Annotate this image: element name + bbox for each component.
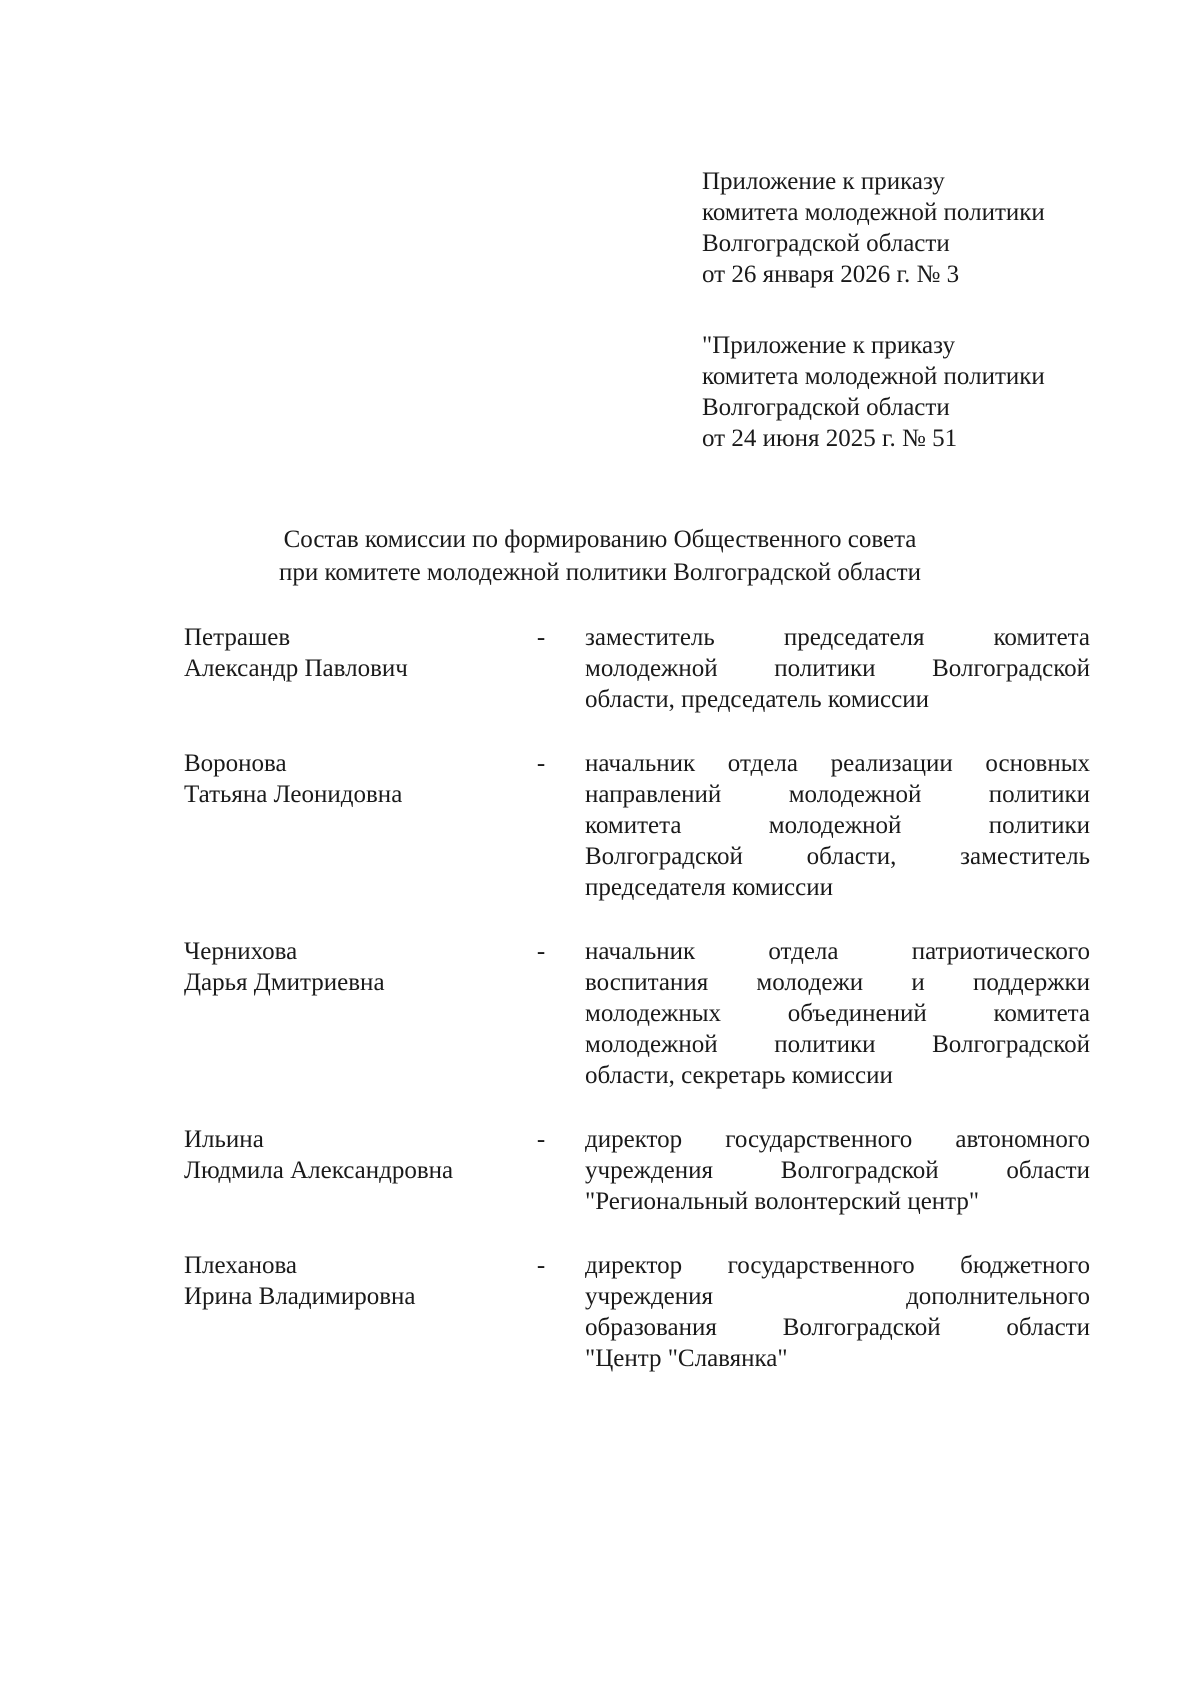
member-surname: Чернихова (184, 938, 298, 965)
role-line: области, секретарь комиссии (585, 1062, 893, 1089)
role-line: директор государственного автономного (585, 1126, 1090, 1153)
appendix-line: от 26 января 2026 г. № 3 (702, 261, 960, 288)
member-given-names: Татьяна Леонидовна (184, 781, 403, 808)
role-line: области, председатель комиссии (585, 686, 929, 713)
appendix-header-current (702, 166, 1142, 290)
member-dash: - (536, 1126, 546, 1153)
member-entry (184, 936, 1090, 1091)
role-line: учреждения Волгоградской области (585, 1157, 1090, 1184)
member-name (184, 622, 514, 684)
role-line: "Центр "Славянка" (585, 1345, 788, 1372)
title-line: Состав комиссии по формированию Общественного совета (283, 526, 917, 553)
member-name (184, 1250, 514, 1312)
role-line: комитета молодежной политики (585, 812, 1090, 839)
member-given-names: Людмила Александровна (184, 1157, 454, 1184)
member-surname: Петрашев (184, 624, 291, 651)
role-line: начальник отдела реализации основных (585, 750, 1090, 777)
role-line: Волгоградской области, заместитель (585, 843, 1090, 870)
role-line: молодежной политики Волгоградской (585, 655, 1090, 682)
member-surname: Плеханова (184, 1252, 298, 1279)
appendix-line: от 24 июня 2025 г. № 51 (702, 425, 958, 452)
member-dash: - (536, 750, 546, 777)
member-dash: - (536, 1252, 546, 1279)
appendix-header-original (702, 330, 1142, 454)
role-line: заместитель председателя комитета (585, 624, 1090, 651)
appendix-line: комитета молодежной политики (702, 199, 1045, 226)
commission-members-list (184, 622, 1090, 1374)
role-line: образования Волгоградской области (585, 1314, 1090, 1341)
member-given-names: Александр Павлович (184, 655, 408, 682)
member-name (184, 1124, 514, 1186)
member-entry (184, 1250, 1090, 1374)
member-role (585, 1124, 1090, 1217)
role-line: председателя комиссии (585, 874, 833, 901)
document-title (0, 523, 1200, 589)
appendix-line: комитета молодежной политики (702, 363, 1045, 390)
role-line: молодежной политики Волгоградской (585, 1031, 1090, 1058)
member-given-names: Ирина Владимировна (184, 1283, 416, 1310)
member-role (585, 622, 1090, 715)
member-given-names: Дарья Дмитриевна (184, 969, 385, 996)
member-role (585, 748, 1090, 903)
member-name (184, 748, 514, 810)
role-line: учреждения дополнительного (585, 1283, 1090, 1310)
member-entry (184, 1124, 1090, 1217)
appendix-line: Приложение к приказу (702, 168, 945, 195)
member-name (184, 936, 514, 998)
role-line: направлений молодежной политики (585, 781, 1090, 808)
role-line: "Региональный волонтерский центр" (585, 1188, 980, 1215)
appendix-line: Волгоградской области (702, 394, 950, 421)
member-entry (184, 748, 1090, 903)
member-surname: Воронова (184, 750, 287, 777)
member-surname: Ильина (184, 1126, 264, 1153)
appendix-line: Волгоградской области (702, 230, 950, 257)
role-line: воспитания молодежи и поддержки (585, 969, 1090, 996)
member-entry (184, 622, 1090, 715)
member-dash: - (536, 624, 546, 651)
role-line: директор государственного бюджетного (585, 1252, 1090, 1279)
role-line: начальник отдела патриотического (585, 938, 1090, 965)
appendix-line: "Приложение к приказу (702, 332, 956, 359)
member-dash: - (536, 938, 546, 965)
member-role (585, 936, 1090, 1091)
role-line: молодежных объединений комитета (585, 1000, 1090, 1027)
member-role (585, 1250, 1090, 1374)
title-line: при комитете молодежной политики Волгоградской области (279, 559, 921, 586)
